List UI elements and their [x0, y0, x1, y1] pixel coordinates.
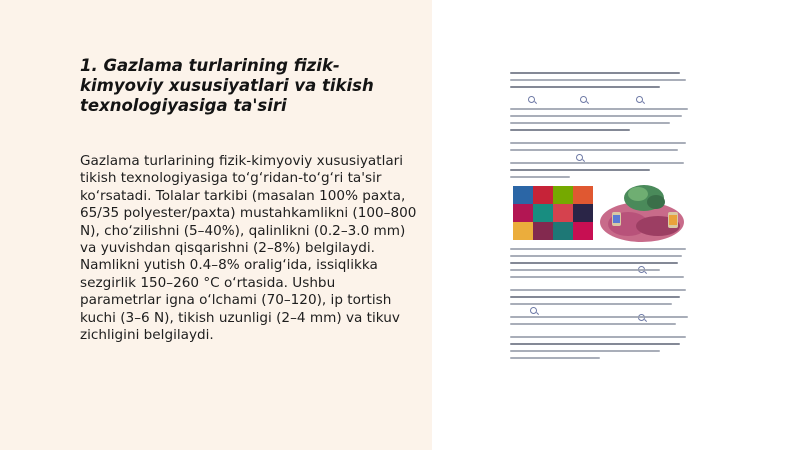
doc-text-line — [510, 108, 688, 110]
doc-text-line — [510, 276, 684, 278]
doc-text-line — [510, 316, 688, 318]
doc-text-line — [510, 296, 680, 298]
doc-text-line — [510, 86, 660, 88]
doc-text-line — [510, 122, 670, 124]
doc-text-line — [510, 115, 682, 117]
doc-text-line — [510, 79, 686, 81]
doc-text-line — [510, 248, 686, 250]
doc-text-line — [510, 129, 630, 131]
doc-text-line — [510, 142, 686, 144]
doc-text-line — [510, 262, 678, 264]
slide-body-text: Gazlama turlarining fizik-kimyoviy xususiyatlari tikish texnologiyasiga to‘g‘ridan-to‘g‘ri ta'sir ko‘rsatadi. Tolalar tarkibi (masalan 100% paxta, 65/35 polyester/paxta) mustahkamlikni (100–800 N), cho‘zilishni (5–40%), qalinlikni (0.2–3.0 mm) va yuvishdan qisqarishni (2–8%) belgilaydi. Namlikni yutish 0.4–8% oralig‘ida, issiqlikka sezgirlik 150–260 °C o‘rtasida. Ushbu parametrlar igna o‘lchami (70–120), ip tortish kuchi (3–6 N), tikish uzunligi (2–4 mm) va tikuv zichligini belgilaydi. — [80, 153, 417, 344]
doc-text-line — [510, 169, 650, 171]
doc-text-line — [510, 323, 676, 325]
colorful-fabric-swatches — [513, 186, 593, 240]
doc-text-line — [510, 289, 686, 291]
search-icon — [530, 307, 538, 315]
search-icon — [580, 96, 588, 104]
doc-text-line — [510, 176, 570, 178]
doc-text-line — [510, 162, 684, 164]
doc-text-line — [510, 357, 600, 359]
doc-text-line — [510, 149, 678, 151]
doc-text-line — [510, 303, 672, 305]
doc-text-line — [510, 336, 686, 338]
doc-text-line — [510, 72, 680, 74]
doc-text-line — [510, 343, 680, 345]
slide-title: 1. Gazlama turlarining fizik-kimyoviy xususiyatlari va tikish texnologiyasiga ta'siri — [80, 56, 374, 115]
search-icon — [528, 96, 536, 104]
doc-text-line — [510, 269, 660, 271]
doc-text-line — [510, 350, 660, 352]
search-icon — [636, 96, 644, 104]
search-icon — [576, 154, 584, 162]
fabric-with-thread-spools — [598, 182, 686, 244]
doc-text-line — [510, 255, 682, 257]
